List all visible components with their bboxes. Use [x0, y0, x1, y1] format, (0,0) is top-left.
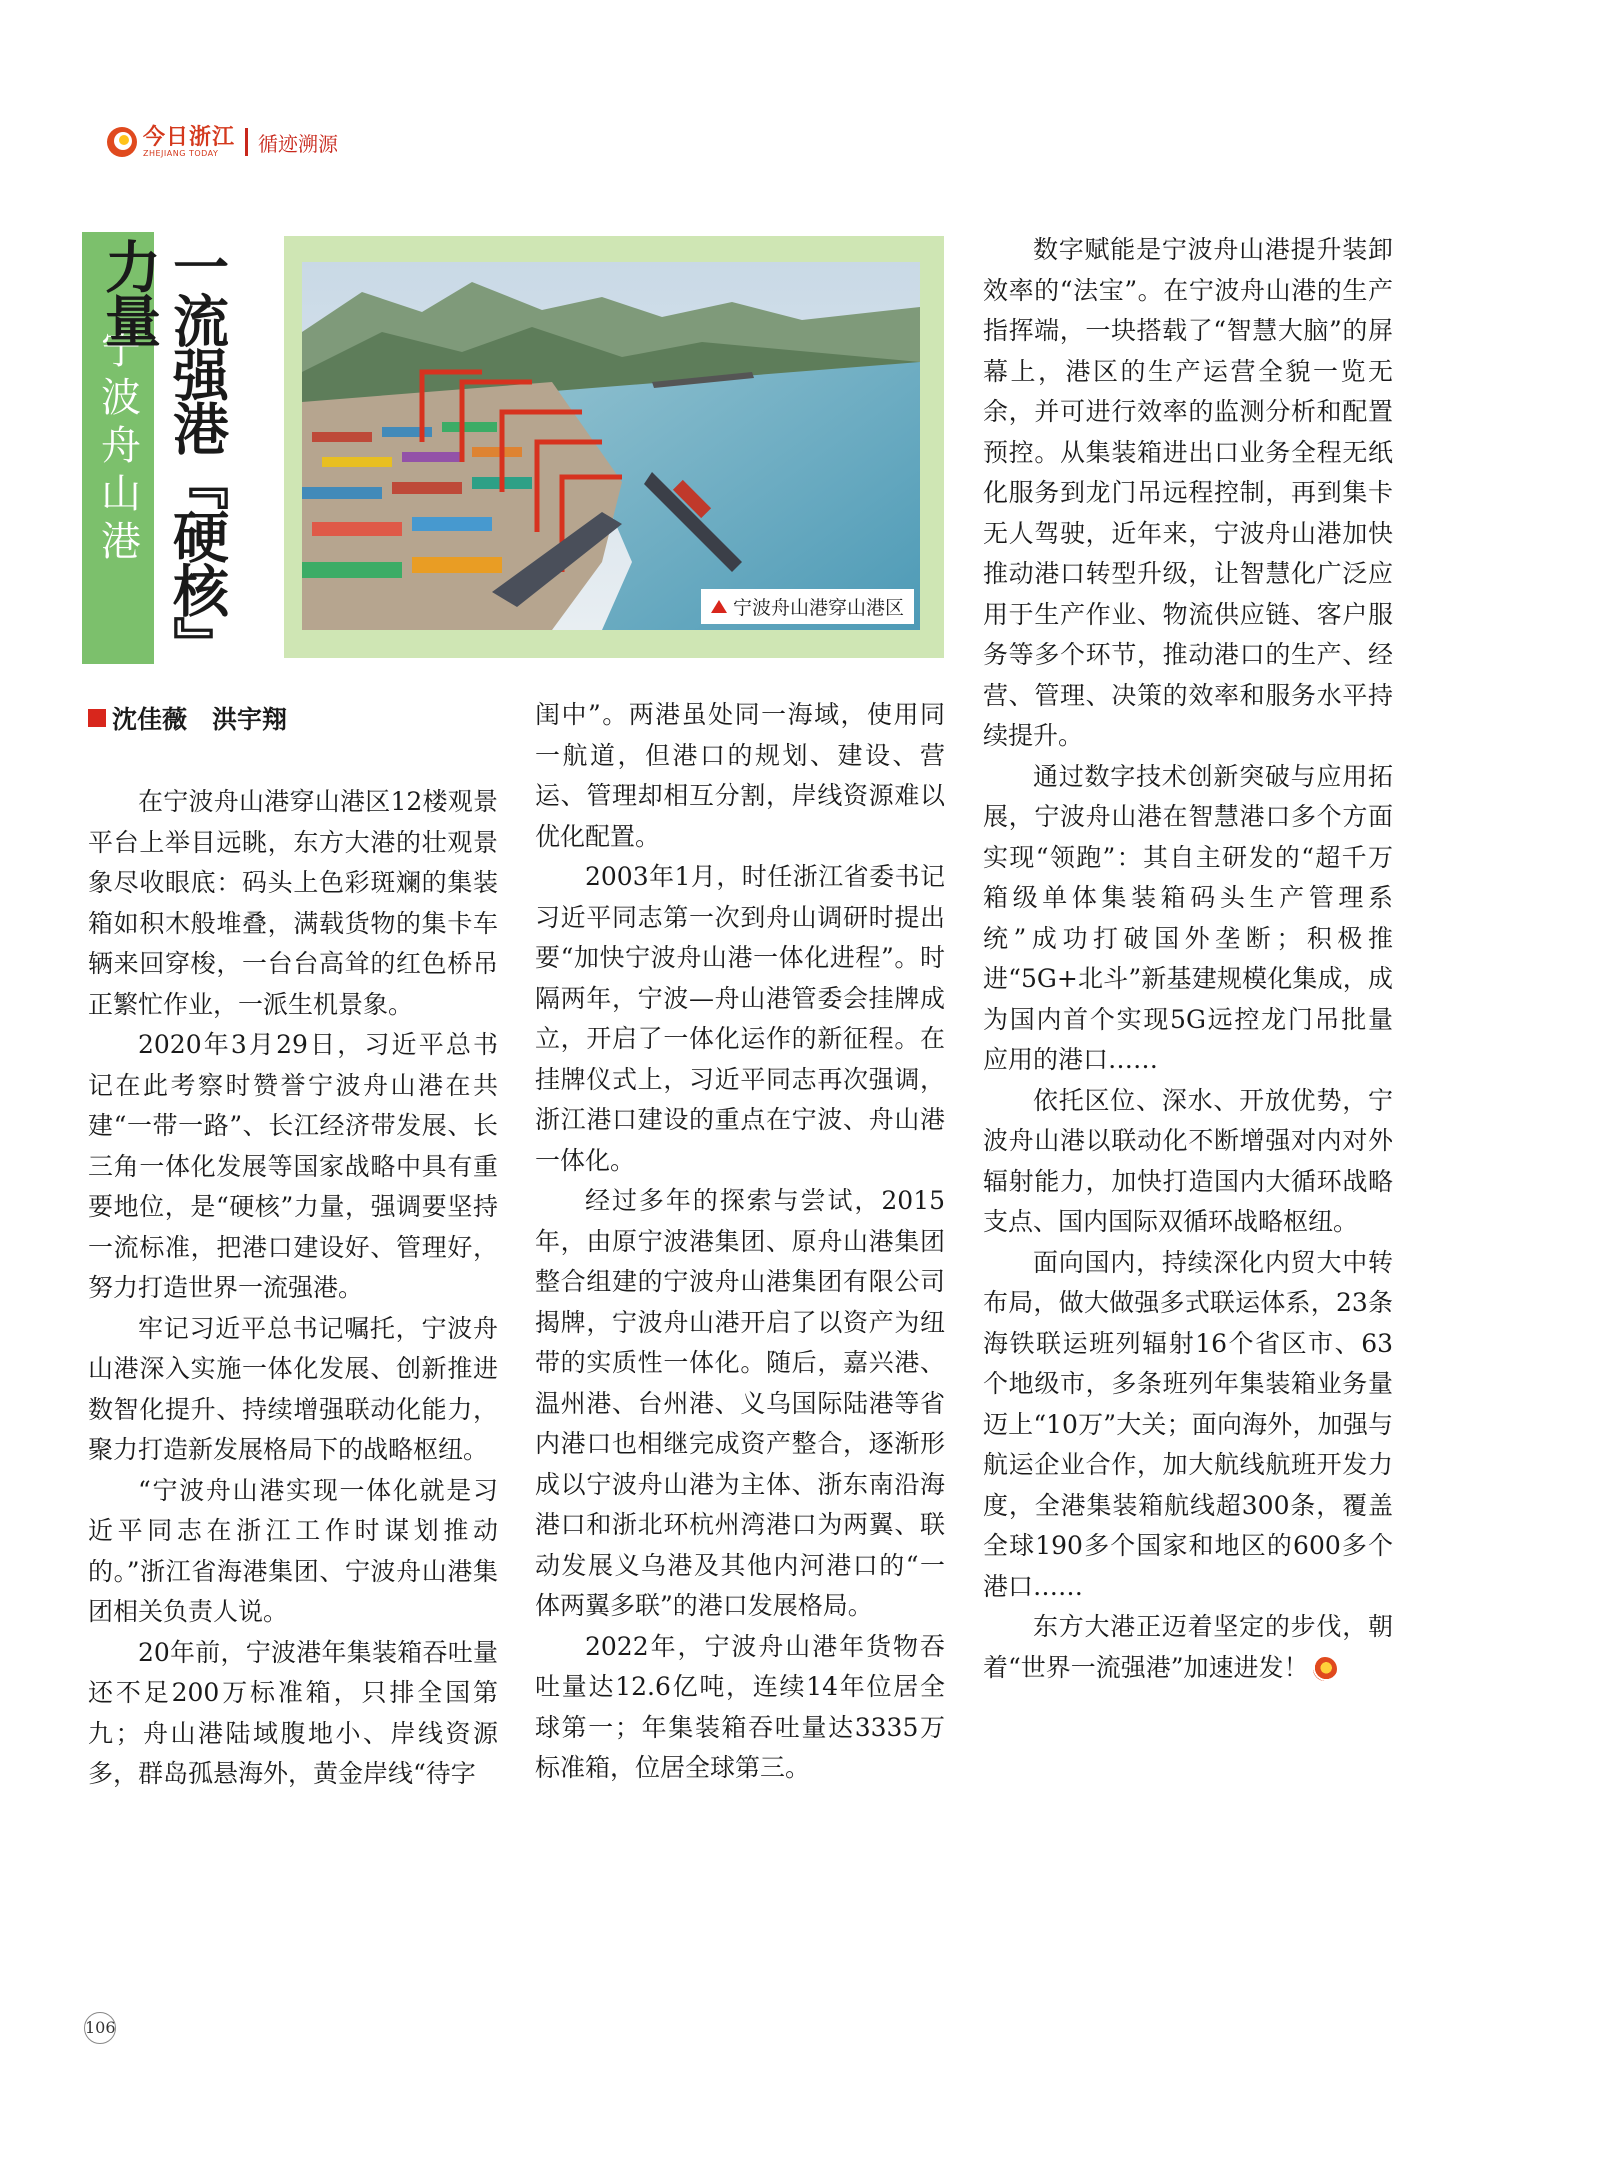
article-column-3 — [983, 230, 1393, 1688]
topic-tag-text: 宁波舟山港 — [94, 328, 141, 568]
byline — [88, 700, 287, 736]
paragraph: 通过数字技术创新突破与应用拓展，宁波舟山港在智慧港口多个方面实现“领跑”：其自主研发的“超千万箱级单体集装箱码头生产管理系统”成功打破国外垄断；积极推进“5G+北斗”新基建规模化集成，成为国内首个实现5G远控龙门吊批量应用的港口…… — [983, 761, 1393, 1074]
paragraph: “宁波舟山港实现一体化就是习近平同志在浙江工作时谋划推动的。”浙江省海港集团、宁波舟山港集团相关负责人说。 — [88, 1475, 498, 1626]
paragraph: 2022年，宁波舟山港年货物吞吐量达12.6亿吨，连续14年位居全球第一；年集装箱吞吐量达3335万标准箱，位居全球第三。 — [535, 1631, 945, 1782]
magazine-logo-icon — [105, 125, 139, 159]
section-title: 循迹溯源 — [258, 131, 339, 156]
paragraph-final — [983, 1607, 1393, 1688]
end-mark-icon — [1313, 1657, 1337, 1681]
paragraph: 面向国内，持续深化内贸大中转布局，做大做强多式联运体系，23条海铁联运班列辐射16个省区市、63个地级市，多条班列年集装箱业务量迈上“10万”大关；面向海外，加强与航运企业合作，加大航线航班开发力度，全港集装箱航线超300条，覆盖全球190多个国家和地区的600多个港口…… — [983, 1247, 1393, 1601]
caption-triangle-icon — [711, 600, 727, 613]
paragraph: 经过多年的探索与尝试，2015年，由原宁波港集团、原舟山港集团整合组建的宁波舟山港集团有限公司揭牌，宁波舟山港开启了以资产为纽带的实质性一体化。随后，嘉兴港、温州港、台州港、义乌国际陆港等省内港口也相继完成资产整合，逐渐形成以宁波舟山港为主体、浙东南沿海港口和浙北环杭州湾港口为两翼、联动发展义乌港及其他内河港口的“一体两翼多联”的港口发展格局。 — [535, 1186, 945, 1620]
logo-cn: 今日浙江 — [143, 124, 236, 150]
paragraph: 20年前，宁波港年集装箱吞吐量还不足200万标准箱，只排全国第九；舟山港陆域腹地小、岸线资源多，群岛孤悬海外，黄金岸线“待字 — [88, 1637, 498, 1788]
photo-caption-text: 宁波舟山港穿山港区 — [732, 597, 904, 619]
magazine-logo-text — [143, 126, 235, 158]
paragraph: 牢记习近平总书记嘱托，宁波舟山港深入实施一体化发展、创新推进数智化提升、持续增强联动化能力，聚力打造新发展格局下的战略枢纽。 — [88, 1313, 498, 1464]
byline-square-icon — [88, 709, 106, 727]
paragraph: 数字赋能是宁波舟山港提升装卸效率的“法宝”。在宁波舟山港的生产指挥端，一块搭载了“智慧大脑”的屏幕上，港区的生产运营全貌一览无余，并可进行效率的监测分析和配置预控。从集装箱进出口业务全程无纸化服务到龙门吊远程控制，再到集卡无人驾驶，近年来，宁波舟山港加快推动港口转型升级，让智慧化广泛应用于生产作业、物流供应链、客户服务等多个环节，推动港口的生产、经营、管理、决策的效率和服务水平持续提升。 — [983, 235, 1393, 750]
paragraph: 闺中”。两港虽处同一海域，使用同一航道，但港口的规划、建设、营运、管理却相互分割，岸线资源难以优化配置。 — [535, 700, 945, 851]
article-column-2 — [535, 695, 945, 1789]
paragraph: 依托区位、深水、开放优势，宁波舟山港以联动化不断增强对内对外辐射能力，加快打造国内大循环战略支点、国内国际双循环战略枢纽。 — [983, 1085, 1393, 1236]
article-column-1 — [88, 782, 498, 1795]
paragraph: 2020年3月29日，习近平总书记在此考察时赞誉宁波舟山港在共建“一带一路”、长江经济带发展、长三角一体化发展等国家战略中具有重要地位，是“硬核”力量，强调要坚持一流标准，把港口建设好、管理好，努力打造世界一流强港。 — [88, 1030, 498, 1302]
header-divider — [245, 128, 248, 156]
article-headline: 一流强港『硬核』力量 — [96, 238, 229, 642]
paragraph: 在宁波舟山港穿山港区12楼观景平台上举目远眺，东方大港的壮观景象尽收眼底：码头上色彩斑斓的集装箱如积木般堆叠，满载货物的集卡车辆来回穿梭，一台台高耸的红色桥吊正繁忙作业，一派生机景象。 — [88, 787, 498, 1019]
paragraph-final-text: 东方大港正迈着坚定的步伐，朝着“世界一流强港”加速进发！ — [983, 1612, 1393, 1682]
photo-frame — [284, 236, 944, 658]
page-number: 106 — [84, 2012, 116, 2044]
byline-authors: 沈佳薇 洪宇翔 — [112, 705, 288, 734]
photo-caption — [701, 589, 914, 624]
port-photo — [302, 262, 920, 630]
logo-en: ZHEJIANG TODAY — [143, 149, 219, 158]
paragraph: 2003年1月，时任浙江省委书记习近平同志第一次到舟山调研时提出要“加快宁波舟山港一体化进程”。时隔两年，宁波—舟山港管委会挂牌成立，开启了一体化运作的新征程。在挂牌仪式上，习近平同志再次强调，浙江港口建设的重点在宁波、舟山港一体化。 — [535, 862, 945, 1175]
magazine-header — [105, 120, 338, 164]
